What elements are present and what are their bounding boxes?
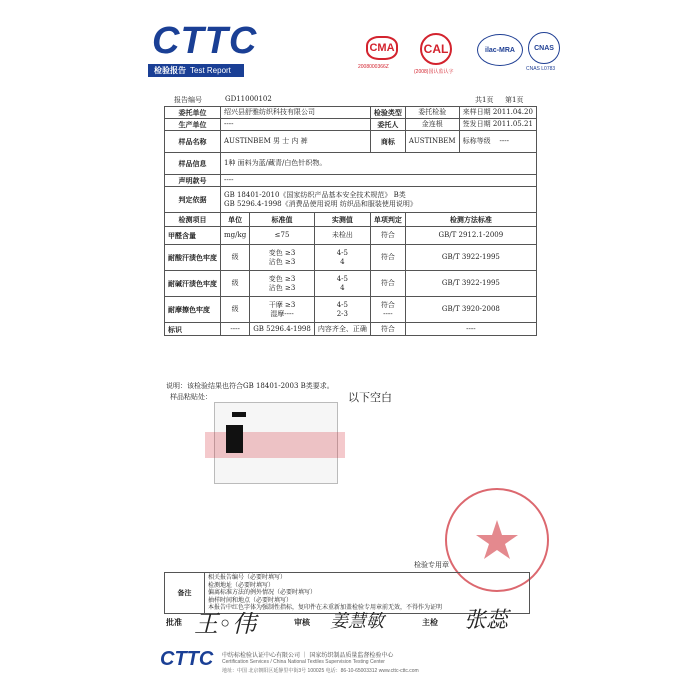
item-unit: mg/kg: [221, 227, 250, 245]
producer-label: 生产单位: [165, 119, 221, 131]
col-method: 检测方法标准: [405, 213, 536, 227]
item-val-1: 4-5: [336, 274, 348, 283]
issue-date: 2011.05.21: [492, 120, 533, 128]
col-unit: 单位: [221, 213, 250, 227]
item-std: GB 5296.4-1998: [250, 323, 315, 336]
report-table: [164, 106, 537, 336]
sample-date: 2011.04.20: [492, 108, 533, 116]
footer-address: 地址：中国 北京朝阳区延静里中街3号 100025 电话：86-10-65003312 www.cttc-cttc.com: [222, 668, 419, 674]
item-unit: 级: [221, 245, 250, 271]
cal-caption: (2008)国认监认字: [414, 69, 454, 75]
table-row: [165, 227, 537, 245]
item-name: 耐碱汗渍色牢度: [165, 271, 221, 297]
item-unit: 级: [221, 297, 250, 323]
report-no-label: 报告编号: [174, 96, 202, 104]
main-test-label: 主检: [422, 617, 438, 627]
approve-label: 批准: [166, 617, 182, 627]
footer-org: 中纺标检验认证中心有限公司 ｜ 国家纺织制品质量监督检验中心: [222, 653, 394, 659]
col-std: 标准值: [250, 213, 315, 227]
sample-date-cell: [459, 107, 536, 119]
sample-info-value: 1种 面料为蓝/藏青/白色针织物。: [221, 153, 537, 175]
sample-name-label: 样品名称: [165, 131, 221, 153]
agent-label: 委托人: [370, 119, 405, 131]
item-std-1: 变色 ≥3: [268, 248, 296, 257]
item-judge: 符合: [370, 227, 405, 245]
item-std-2: 沾色 ≥3: [268, 283, 296, 292]
basis-line-2: GB 5296.4-1998《消费品使用说明 纺织品和服装使用说明》: [224, 199, 417, 208]
sample-name-row: [165, 131, 537, 153]
report-no: GD11000102: [225, 95, 272, 103]
item-val: 内容齐全、正确: [314, 323, 370, 336]
brand-label: 商标: [370, 131, 405, 153]
remark-line: 检测地址（必要时填写）: [208, 581, 275, 589]
item-std: [250, 245, 315, 271]
item-unit: 级: [221, 271, 250, 297]
col-val: 实测值: [314, 213, 370, 227]
col-judge: 单项判定: [370, 213, 405, 227]
note-text: 说明：该检验结果也符合GB 18401-2003 B类要求。: [166, 382, 334, 390]
item-std: ≤75: [250, 227, 315, 245]
sample-date-label: 来样日期: [462, 108, 491, 116]
item-std-1: 干摩 ≥3: [268, 300, 296, 309]
remark-label: 备注: [165, 573, 205, 614]
item-method: ----: [405, 323, 536, 336]
declared-value: ----: [221, 175, 537, 187]
item-method: GB/T 3920-2008: [405, 297, 536, 323]
brand-value: AUSTINBEM: [405, 131, 459, 153]
item-name: 甲醛含量: [165, 227, 221, 245]
client-row: [165, 107, 537, 119]
sample-info-label: 样品信息: [165, 153, 221, 175]
agent-value: 金连根: [405, 119, 459, 131]
report-label-en: Test Report: [190, 66, 231, 75]
client-value: 绍兴县舒雅纺织科技有限公司: [221, 107, 371, 119]
page-total: 共1页: [475, 96, 494, 104]
table-row: [165, 297, 537, 323]
basis-value: [221, 187, 537, 213]
remark-line: 相关报告编号（必要时填写）: [208, 574, 287, 581]
cttc-logo: CTTC: [152, 20, 258, 62]
item-std-2: 沾色 ≥3: [268, 257, 296, 266]
item-judge-2: ----: [383, 309, 393, 318]
producer-value: ----: [221, 119, 371, 131]
table-row: [165, 323, 537, 336]
item-method: GB/T 2912.1-2009: [405, 227, 536, 245]
sample-name-value: AUSTINBEM 男 士 内 裤: [221, 131, 371, 153]
item-judge: 符合: [370, 271, 405, 297]
client-label: 委托单位: [165, 107, 221, 119]
basis-label: 判定依据: [165, 187, 221, 213]
grade-label: 标称等级: [462, 137, 491, 145]
sample-info-row: [165, 153, 537, 175]
declared-label: 声明款号: [165, 175, 221, 187]
item-val-2: 4: [340, 283, 345, 292]
column-header-row: [165, 213, 537, 227]
item-unit: ----: [221, 323, 250, 336]
item-name: 耐摩擦色牢度: [165, 297, 221, 323]
item-val-1: 4-5: [336, 300, 348, 309]
cma-mark: CMA: [366, 36, 398, 60]
item-judge: 符合: [370, 245, 405, 271]
report-label-zh: 检验报告: [154, 66, 186, 75]
footer-org-en: Certification Services / China National Textiles Supervision Testing Center: [222, 659, 385, 665]
item-method: GB/T 3922-1995: [405, 271, 536, 297]
item-name: 标识: [165, 323, 221, 336]
item-val-2: 4: [340, 257, 345, 266]
cal-mark: CAL: [420, 33, 452, 65]
grade-cell: [459, 131, 536, 153]
blank-below-text: 以下空白: [348, 391, 392, 404]
sample-mark: [232, 412, 246, 417]
item-judge: [370, 297, 405, 323]
grade-value: ----: [499, 137, 509, 145]
item-val: [314, 245, 370, 271]
signature-test: 张蕊: [464, 608, 509, 633]
item-method: GB/T 3922-1995: [405, 245, 536, 271]
footer-logo: CTTC: [160, 648, 214, 670]
sample-mark: [226, 425, 243, 453]
item-val: [314, 297, 370, 323]
item-judge: 符合: [370, 323, 405, 336]
cnas-mark: CNAS: [528, 32, 560, 64]
basis-line-1: GB 18401-2010《国家纺织产品基本安全技术规范》 B类: [224, 190, 406, 199]
producer-row: [165, 119, 537, 131]
cma-caption: 2008000366Z: [358, 64, 389, 70]
cnas-caption: CNAS L0783: [526, 66, 556, 72]
basis-row: [165, 187, 537, 213]
item-val-1: 4-5: [336, 248, 348, 257]
table-row: [165, 245, 537, 271]
test-type-value: 委托检验: [405, 107, 459, 119]
item-std: [250, 271, 315, 297]
issue-date-label: 签发日期: [462, 120, 491, 128]
col-item: 检测项目: [165, 213, 221, 227]
issue-date-cell: [459, 119, 536, 131]
remark-line: 本报告中红色字体为强制性指标，复印件在未重新加盖检验专用章前无效，不得作为证明: [208, 604, 443, 611]
test-type-label: 检验类型: [370, 107, 405, 119]
item-std-1: 变色 ≥3: [268, 274, 296, 283]
remark-line: 偏离标准方法的例外情况（必要时填写）: [208, 589, 317, 596]
remark-line: 抽样时间和地点（必要时填写）: [208, 596, 293, 604]
item-std-2: 湿摩----: [270, 309, 294, 318]
item-val: [314, 271, 370, 297]
signature-review: 姜慧敏: [330, 611, 384, 632]
review-label: 审核: [294, 617, 310, 627]
item-judge-1: 符合: [380, 300, 395, 309]
signature-approve: 王◦伟: [194, 610, 257, 638]
item-val: 未检出: [314, 227, 370, 245]
declared-row: [165, 175, 537, 187]
item-name: 耐酸汗渍色牢度: [165, 245, 221, 271]
sample-paste-label: 样品粘贴处：: [170, 393, 212, 401]
item-val-2: 2-3: [336, 309, 348, 318]
ilac-mark: ilac-MRA: [477, 34, 523, 66]
item-std: [250, 297, 315, 323]
table-row: [165, 271, 537, 297]
stamp-label: 检验专用章: [414, 561, 449, 569]
page-current: 第1页: [505, 96, 524, 104]
report-label-bar: [148, 64, 244, 77]
